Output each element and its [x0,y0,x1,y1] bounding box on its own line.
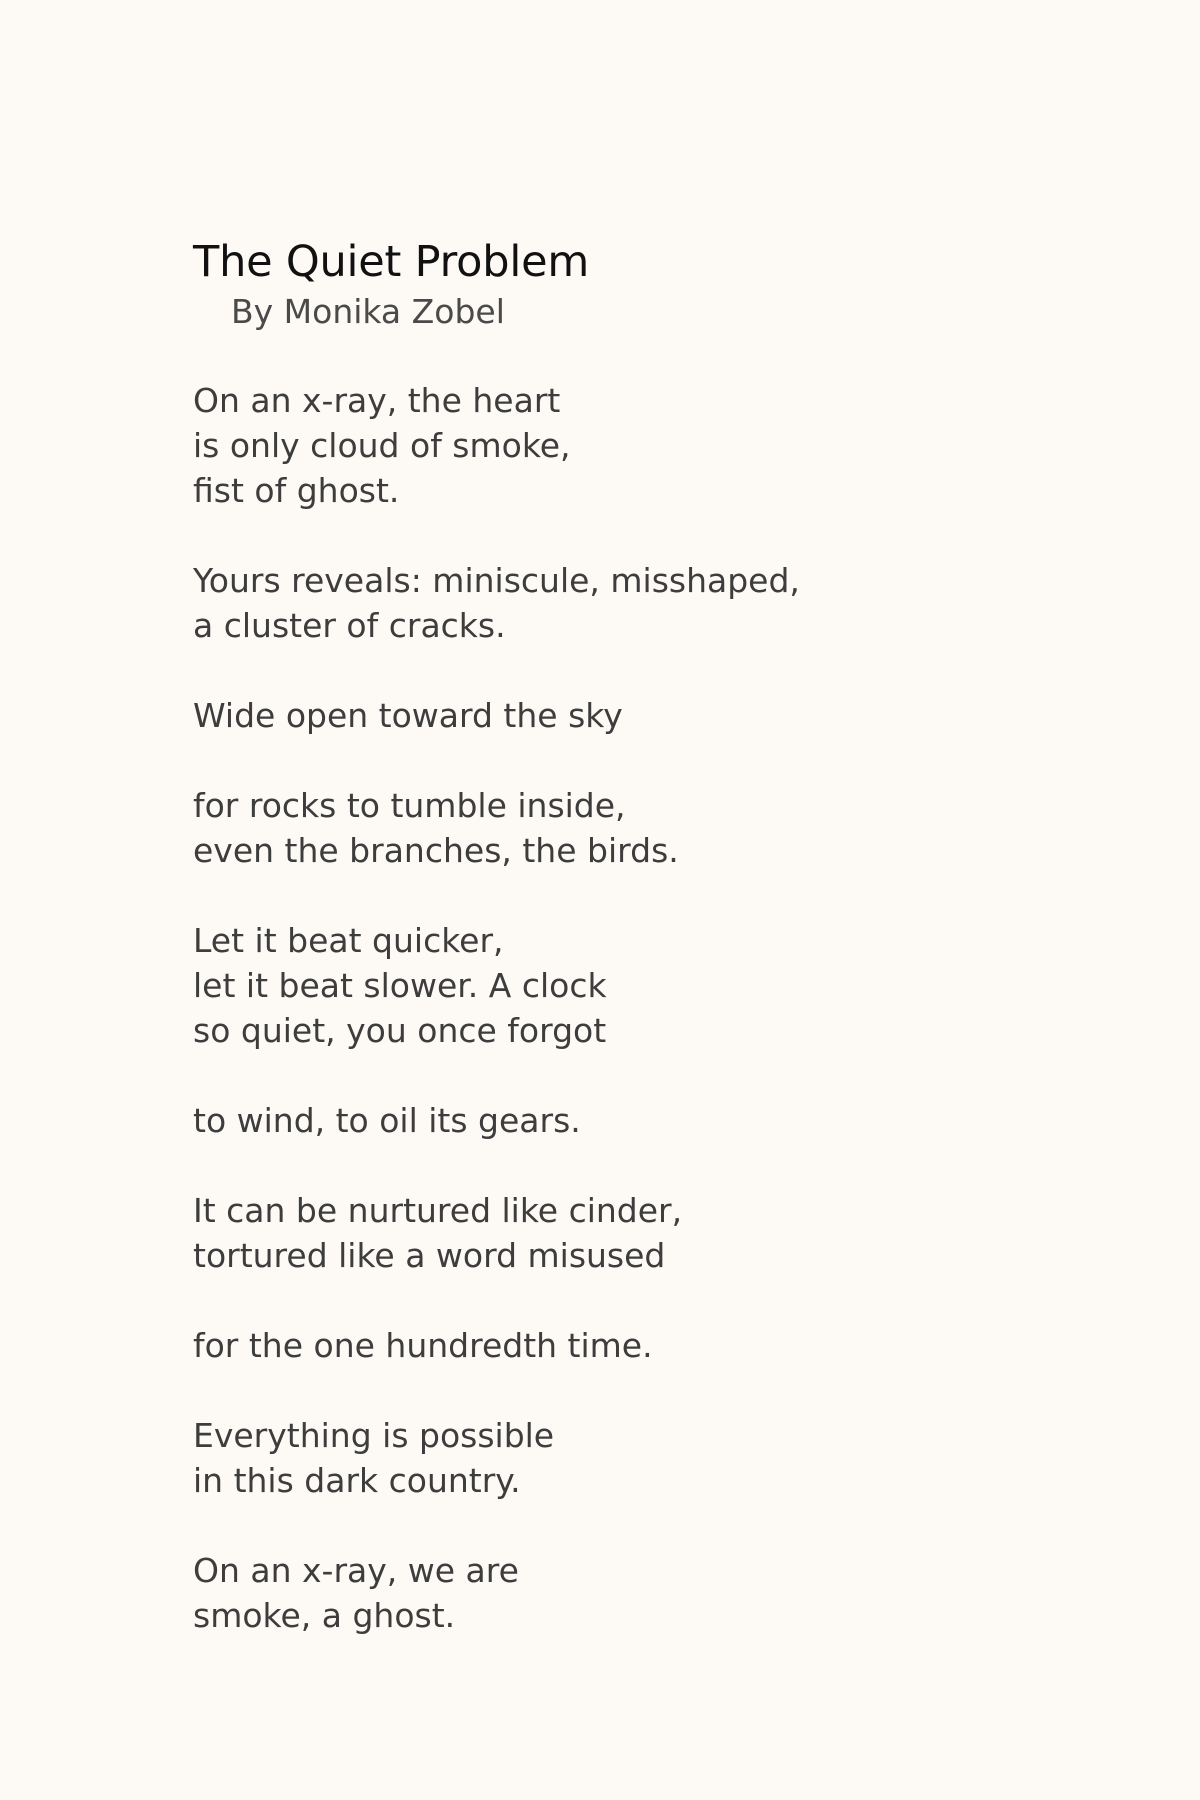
poem-line: tortured like a word misused [193,1236,666,1275]
poem-line: Wide open toward the sky [193,696,623,735]
stanza-4 [193,783,1093,873]
stanza-9 [193,1413,1093,1503]
poem-line: is only cloud of smoke, [193,426,571,465]
poem-line: so quiet, you once forgot [193,1011,607,1050]
poem-line: for rocks to tumble inside, [193,786,626,825]
stanza-3 [193,693,1093,738]
poem-line: It can be nurtured like cinder, [193,1191,683,1230]
stanza-8 [193,1323,1093,1368]
poem-line: smoke, a ghost. [193,1596,456,1635]
poem-line: Let it beat quicker, [193,921,504,960]
poem-line: even the branches, the birds. [193,831,679,870]
poem-line: let it beat slower. A clock [193,966,607,1005]
poem-body [193,378,1093,1638]
poem-line: On an x-ray, we are [193,1551,519,1590]
poem-line: Yours reveals: miniscule, misshaped, [193,561,800,600]
poem-line: On an x-ray, the heart [193,381,561,420]
poem-line: fist of ghost. [193,471,400,510]
stanza-2 [193,558,1093,648]
poem-title: The Quiet Problem [193,237,590,287]
poem-line: a cluster of cracks. [193,606,506,645]
poem-line: for the one hundredth time. [193,1326,653,1365]
stanza-6 [193,1098,1093,1143]
poem-author: By Monika Zobel [231,292,505,331]
poem-line: Everything is possible [193,1416,555,1455]
stanza-10 [193,1548,1093,1638]
poem [193,232,1093,1683]
stanza-5 [193,918,1093,1053]
poem-line: to wind, to oil its gears. [193,1101,581,1140]
poem-line: in this dark country. [193,1461,521,1500]
stanza-7 [193,1188,1093,1278]
stanza-1 [193,378,1093,513]
